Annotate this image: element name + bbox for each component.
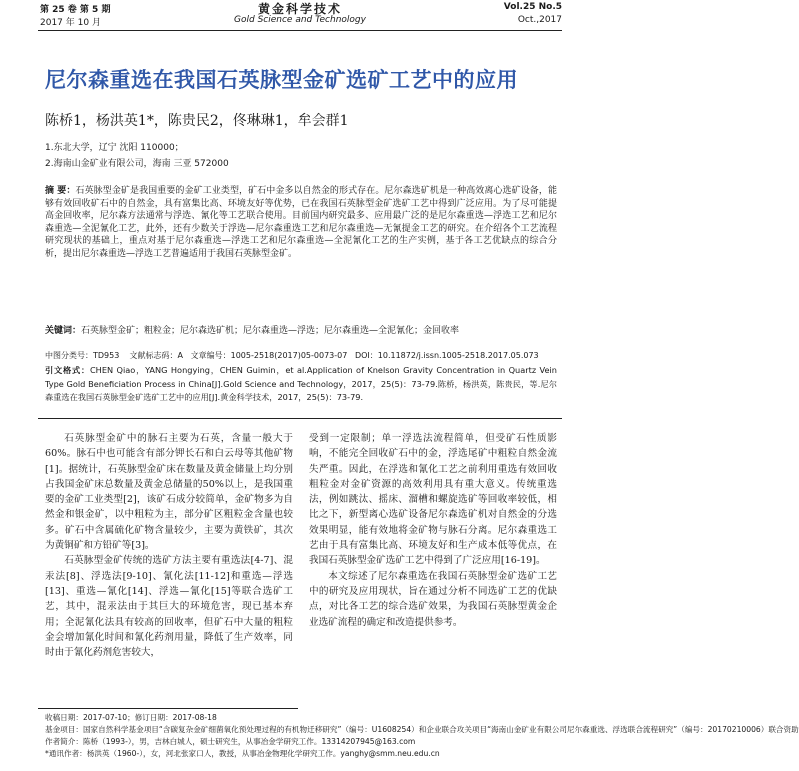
keywords-label: 关键词： [45,326,82,336]
affiliation-1: 1.东北大学，辽宁 沈阳 110000； [45,143,184,153]
citation-label: 引文格式： [45,365,90,375]
doc-code: 文献标志码：A [129,351,183,360]
footnote-rule [38,708,298,709]
issue-date-en: Oct.,2017 [517,15,562,25]
citation-cn: 陈桥，杨洪英，陈贵民，等.尼尔森重选在我国石英脉型金矿选矿工艺中的应用[J].黄金科学技术，2017，25(5)：73-79. [45,378,557,403]
journal-name-cn: 黄金科学技术 [257,2,342,16]
running-header [0,0,600,30]
body-paragraph: 受到一定限制；单一浮选法流程简单，但受矿石性质影响，不能完全回收矿石中的金，浮选尾矿中粗粒自然金流失严重。因此，在浮选和氰化工艺之前利用重选有效回收粗粒金对金矿资源的高效利用具有重大意义。传统重选法，例如跳汰、摇床、溜槽和螺旋选矿等回收率较低，相比之下，新型离心选矿设备尼尔森选矿机对自然金的分选效果明显，能有效地将金矿物与脉石分离。尼尔森重选工艺由于具有富集比高、环境友好和生产成本低等优点，在我国石英脉型金矿选矿工艺中得到了广泛应用[16-19]。 [309,433,557,567]
keywords-text: 石英脉型金矿；粗粒金；尼尔森选矿机；尼尔森重选—浮选；尼尔森重选—全泥氰化；金回收率 [81,326,460,336]
article-number: 文章编号：1005-2518(2017)05-0073-07 [190,351,348,360]
header-rule [38,30,562,31]
abstract-label: 摘 要： [45,186,76,196]
body-paragraph: 石英脉型金矿中的脉石主要为石英，含量一般大于60%。脉石中也可能含有部分钾长石和白云母等其他矿物[1]。据统计，石英脉型金矿床在数量及黄金储量上均分别占我国金矿床总数量及黄金总储量的50%以上，是我国重要的金矿工业类型[2]，该矿石成分较简单，金矿物多为自然金和银金矿，以中粗粒为主，部分矿区粗粒金含量也较多。矿石中含属硫化矿物含量较少，主要为黄铁矿，其次为黄铜矿和方铅矿等[3]。 [45,433,293,552]
citation-en: CHEN Qiao，YANG Hongying，CHEN Guimin，et al.Application of Knelson Gravity Concentration in Quartz Vein Type Gold Beneficiation Process in China[J].Gold Science and Technology，2017，25(5)：73-79. [45,365,557,389]
author-list: 陈桥1，杨洪英1*，陈贵民2，佟琳琳1，牟会群1 [45,113,349,129]
abstract-text: 石英脉型金矿是我国重要的金矿工业类型，矿石中金多以自然金的形式存在。尼尔森选矿机是一种高效离心选矿设备，能够有效回收矿石中的自然金，具有富集比高、环境友好等优势，已在我国石英脉型金矿选矿工艺中得到广泛应用。为了尽可能提高金回收率，尼尔森方法通常与浮选、氰化等工艺联合使用。目前国内研究最多、应用最广泛的是尼尔森重选—浮选工艺和尼尔森重选—全泥氰化工艺，此外，还有少数关于浮选—尼尔森重选工艺和尼尔森重选—无氰提金工艺的研究。在介绍各个工艺流程研究现状的基础上，重点对基于尼尔森重选—浮选工艺和尼尔森重选—全泥氰化工艺的生产实例，基于各工艺优缺点的综合分析，提出尼尔森重选—浮选工艺普遍适用于我国石英脉型金矿。 [45,186,557,259]
footnote-funding: 基金项目：国家自然科学基金项目“含碳复杂金矿细菌氧化预处理过程的有机物迁移研究”（编号：U1608254）和企业联合攻关项目“海南山金矿业有限公司尼尔森重选、浮选联合流程研究”（编号：20170210006）联合资助 [45,725,799,734]
footnote-received: 收稿日期：2017-07-10；修订日期：2017-08-18 [45,713,217,722]
volume-issue: 第 25 卷 第 5 期 [40,5,111,15]
footnote-corresponding: *通讯作者：杨洪英（1960-），女，河北张家口人，教授，从事冶金物理化学研究工作。yanghy@smm.neu.edu.cn [45,749,440,758]
issue-date-cn: 2017 年 10 月 [40,18,101,28]
abstract [45,185,557,261]
footnote-author-bio: 作者简介：陈桥（1993-），男，吉林白城人，硕士研究生，从事冶金学研究工作。13314207945@163.com [45,737,416,746]
clc-number: 中图分类号：TD953 [45,351,120,360]
article-meta [45,350,557,361]
body-paragraph: 石英脉型金矿传统的选矿方法主要有重选法[4-7]、混汞法[8]、浮选法[9-10]、氰化法[11-12]和重选—浮选[13]、重选—氰化[14]、浮选—氰化[15]等联合选矿工艺，其中，混汞法由于其巨大的环境危害，现已基本弃用；全泥氰化法具有较高的回收率，但矿石中大量的粗粒金会增加氰化时间和氰化药剂用量，降低了生产效率，同时由于氰化药剂危害较大， [45,555,293,659]
volume-issue-en: Vol.25 No.5 [503,2,562,12]
doi: DOI：10.11872/j.issn.1005-2518.2017.05.073 [354,351,539,360]
body-paragraph: 本文综述了尼尔森重选在我国石英脉型金矿选矿工艺中的研究及应用现状，旨在通过分析不同选矿工艺的优缺点，对比各工艺的综合选矿效果，为我国石英脉型黄金企业选矿流程的确定和改造提供参考。 [309,570,557,628]
abstract-rule [38,418,562,419]
affiliation-2: 2.海南山金矿业有限公司，海南 三亚 572000 [45,159,229,169]
paper-title: 尼尔森重选在我国石英脉型金矿选矿工艺中的应用 [45,68,518,92]
citation-format [45,364,557,405]
body-column-left [45,431,293,660]
keywords [45,325,557,338]
body-column-right [309,431,557,630]
journal-name-en: Gold Science and Technology [234,15,366,25]
